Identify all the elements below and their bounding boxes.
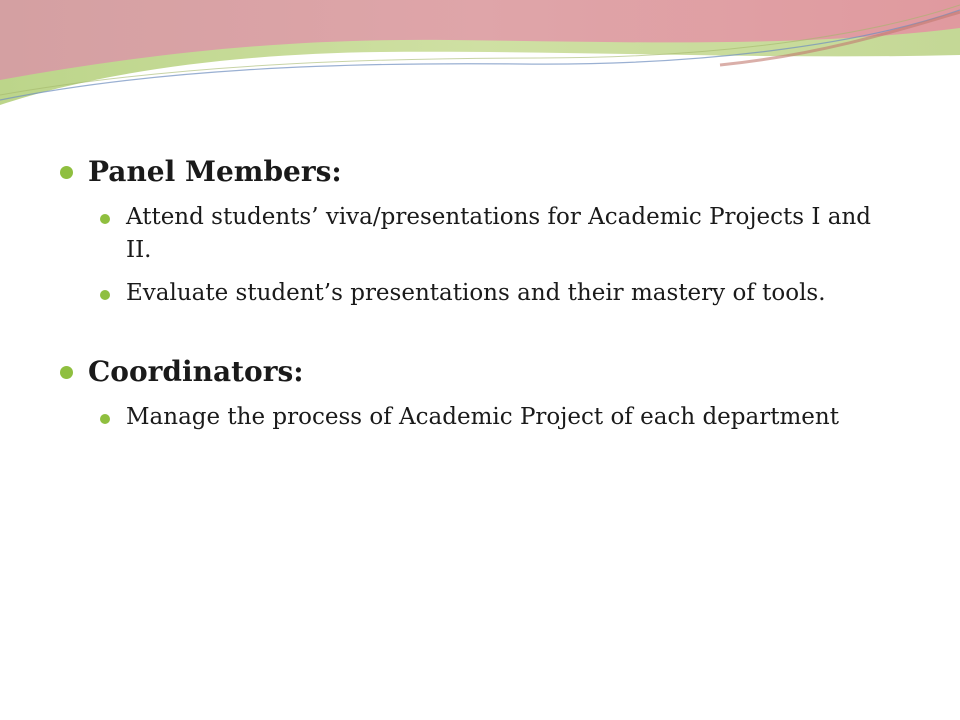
sub-bullet-list xyxy=(88,401,880,434)
sub-bullet-icon xyxy=(100,414,110,424)
section-title: Panel Members: xyxy=(88,155,342,188)
section-spacer xyxy=(60,320,880,350)
sub-bullet-icon xyxy=(100,214,110,224)
sub-bullet-list xyxy=(88,201,880,310)
header-decoration xyxy=(0,0,960,120)
section-title: Coordinators: xyxy=(88,355,304,388)
sub-bullet-icon xyxy=(100,290,110,300)
list-item xyxy=(100,401,880,434)
list-item xyxy=(100,201,880,267)
bullet-list xyxy=(60,150,880,434)
section-panel-members xyxy=(60,150,880,310)
section-coordinators xyxy=(60,350,880,434)
slide-content xyxy=(60,150,880,444)
list-item-text: Evaluate student’s presentations and their mastery of tools. xyxy=(126,280,826,306)
list-item xyxy=(100,277,880,310)
list-item-text: Attend students’ viva/presentations for Academic Projects I and II. xyxy=(126,204,872,263)
bullet-icon xyxy=(60,166,73,179)
list-item-text: Manage the process of Academic Project of each department xyxy=(126,404,839,430)
bullet-icon xyxy=(60,366,73,379)
